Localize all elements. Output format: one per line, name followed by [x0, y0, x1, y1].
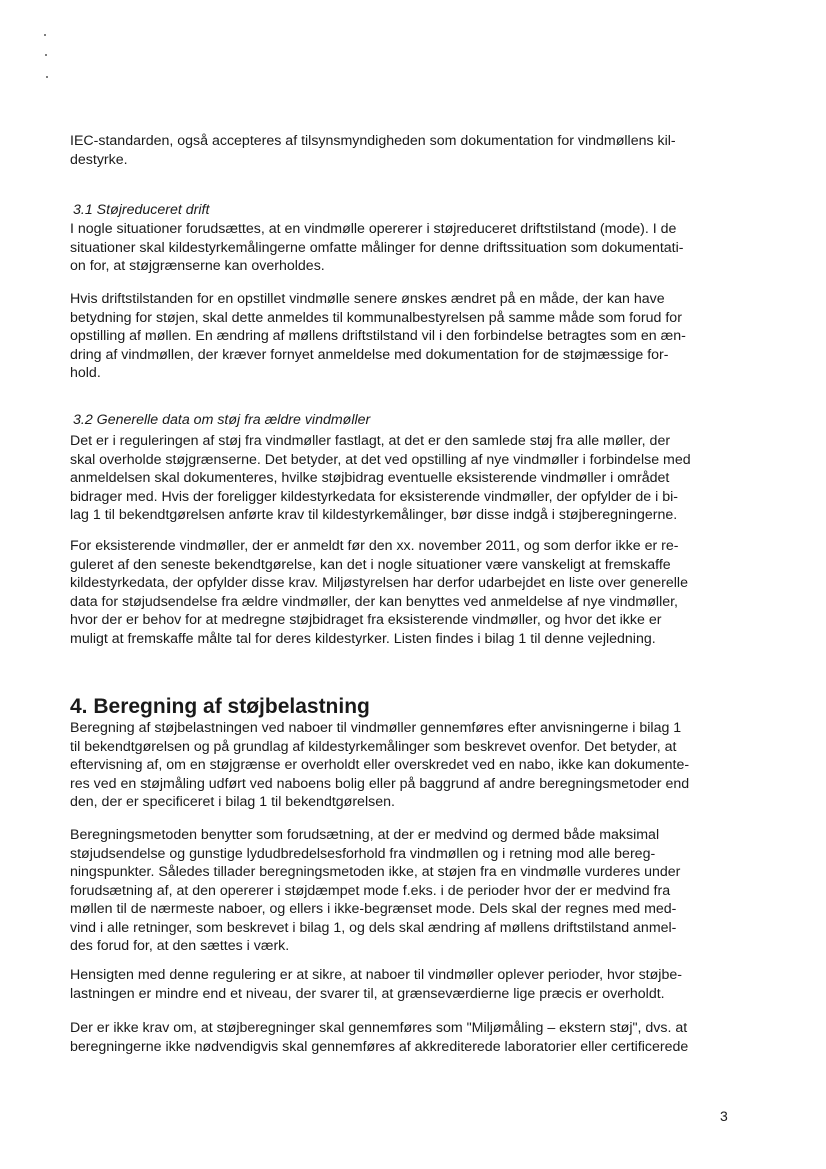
paragraph-3-2-a: Det er i reguleringen af støj fra vindmøller fastlagt, at det er den samlede støj fra alle møller, der skal overholde støjgrænserne. Det betyder, at det ved opstilling af nye vindmøller i forbindelse med anmeldelsen skal dokumenteres, hvilke støjbidrag eventuelle eksisterende vindmøller i området bidrager med. Hvis der foreligger kildestyrkedata for eksisterende vindmøller, der opfylder de i bi- lag 1 til bekendtgørelsen anførte krav til kildestyrkemålinger, bør disse indgå i støjberegningerne.	[70, 433, 691, 523]
paragraph-4-c: Hensigten med denne regulering er at sikre, at naboer til vindmøller oplever perioder, hvor støjbe- lastningen er mindre end et niveau, der svarer til, at grænseværdierne lige præcis er overholdt.	[70, 967, 682, 1002]
scan-speck	[46, 76, 48, 78]
scan-speck	[44, 34, 46, 36]
paragraph-4-a: Beregning af støjbelastningen ved naboer til vindmøller gennemføres efter anvisningerne i bilag 1 til bekendtgørelsen og på grundlag af kildestyrkemålinger som beskrevet ovenfor. Det betyder, at eftervisning af, om en støjgrænse er overholdt eller overskredet ved en nabo, ikke kan dokumente- res ved en støjmåling udført ved naboens bolig eller på baggrund af andre beregningsmetoder end den, der er specificeret i bilag 1 til bekendtgørelsen.	[70, 720, 690, 810]
page-number: 3	[720, 1108, 728, 1124]
paragraph-4-d: Der er ikke krav om, at støjberegninger skal gennemføres som "Miljømåling – ekstern støj", dvs. at beregningerne ikke nødvendigvis skal gennemføres af akkrediterede laboratorier eller certificerede	[70, 1020, 689, 1055]
paragraph-intro: IEC-standarden, også accepteres af tilsynsmyndigheden som dokumentation for vindmøllens kil- destyrke.	[70, 133, 676, 168]
paragraph-4-b: Beregningsmetoden benytter som forudsætning, at der er medvind og dermed både maksimal støjudsendelse og gunstige lydudbredelsesforhold fra vindmøllen og i retning mod alle bereg- ningspunkter. Således tillader beregningsmetoden ikke, at støjen fra en vindmølle vurderes under forudsætning af, at den opererer i støjdæmpet mode f.eks. i de perioder hvor der er medvind fra møllen til de nærmeste naboer, og ellers i ikke-begrænset mode. Dels skal der regnes med med- vind i alle retninger, som beskrevet i bilag 1, og dels skal ændring af møllens driftstilstand anmel- des forud for, at den sættes i værk.	[70, 827, 681, 954]
section-heading-3-1: 3.1 Støjreduceret drift	[73, 202, 210, 218]
paragraph-3-1-a: I nogle situationer forudsættes, at en vindmølle opererer i støjreduceret driftstilstand (mode). I de situationer skal kildestyrkemålingerne omfatte målinger for denne driftssituation som dokumentati- on for, at støjgrænserne kan overholdes.	[70, 221, 684, 274]
section-heading-3-2: 3.2 Generelle data om støj fra ældre vindmøller	[73, 412, 371, 428]
scan-speck	[45, 54, 47, 56]
paragraph-3-1-b: Hvis driftstilstanden for en opstillet vindmølle senere ønskes ændret på en måde, der kan have betydning for støjen, skal dette anmeldes til kommunalbestyrelsen på samme måde som forud for opstilling af møllen. En ændring af møllens driftstilstand vil i den forbindelse betragtes som en æn- dring af vindmøllen, der kræver fornyet anmeldelse med dokumentation for de støjmæssige for- hold.	[70, 291, 686, 381]
paragraph-3-2-b: For eksisterende vindmøller, der er anmeldt før den xx. november 2011, og som derfor ikke er re- guleret af den seneste bekendtgørelse, kan det i nogle situationer være vanskeligt at fremskaffe kildestyrkedata, der opfylder disse krav. Miljøstyrelsen har derfor udarbejdet en liste over generelle data for støjudsendelse fra ældre vindmøller, der kan benyttes ved anmeldelse af nye vindmøller, hvor der er behov for at medregne støjbidraget fra eksisterende vindmøller, og hvor det ikke er muligt at fremskaffe målte tal for deres kildestyrker. Listen findes i bilag 1 til denne vejledning.	[70, 538, 688, 647]
section-heading-4: 4. Beregning af støjbelastning	[70, 695, 370, 718]
